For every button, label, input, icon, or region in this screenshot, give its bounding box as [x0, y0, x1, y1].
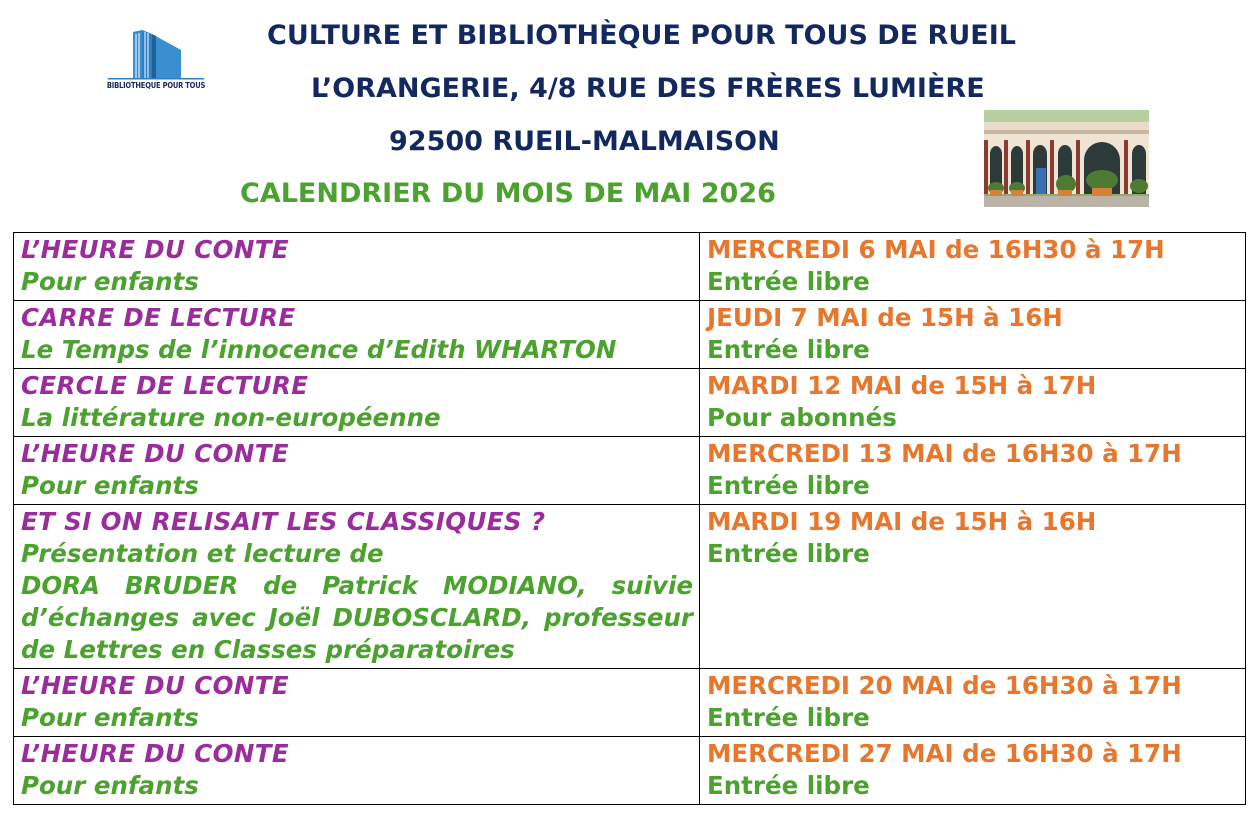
event-cell — [14, 369, 700, 437]
event-date: MERCREDI 6 MAI de 16H30 à 17H — [707, 235, 1165, 264]
building-logo-icon — [106, 28, 206, 82]
table-row — [14, 669, 1246, 737]
event-title: L’HEURE DU CONTE — [21, 439, 290, 468]
event-title: ET SI ON RELISAIT LES CLASSIQUES ? — [21, 507, 546, 536]
table-row — [14, 301, 1246, 369]
event-access: Entrée libre — [707, 539, 870, 568]
building-photo — [984, 110, 1149, 207]
event-title: CARRE DE LECTURE — [21, 303, 296, 332]
table-row — [14, 233, 1246, 301]
table-row — [14, 369, 1246, 437]
event-access: Pour abonnés — [707, 403, 897, 432]
table-row — [14, 737, 1246, 805]
event-date: MERCREDI 13 MAI de 16H30 à 17H — [707, 439, 1182, 468]
event-date: MERCREDI 20 MAI de 16H30 à 17H — [707, 671, 1182, 700]
postal-city: 92500 RUEIL-MALMAISON — [389, 126, 780, 157]
event-access: Entrée libre — [707, 471, 870, 500]
schedule-cell — [700, 737, 1246, 805]
event-cell — [14, 437, 700, 505]
calendar-title: CALENDRIER DU MOIS DE MAI 2026 — [240, 178, 776, 209]
event-detail: DORA BRUDER de Patrick MODIANO, suivie d’échanges avec Joël DUBOSCLARD, professeur de Lettres en Classes préparatoires — [21, 571, 693, 664]
event-subtitle: Le Temps de l’innocence d’Edith WHARTON — [21, 335, 617, 364]
event-subtitle: Présentation et lecture de — [21, 539, 384, 568]
event-access: Entrée libre — [707, 771, 870, 800]
event-cell — [14, 505, 700, 669]
event-date: MERCREDI 27 MAI de 16H30 à 17H — [707, 739, 1182, 768]
schedule-cell — [700, 437, 1246, 505]
event-access: Entrée libre — [707, 267, 870, 296]
event-title: CERCLE DE LECTURE — [21, 371, 309, 400]
schedule-cell — [700, 505, 1246, 669]
library-name: CULTURE ET BIBLIOTHÈQUE POUR TOUS DE RUEIL — [267, 20, 1016, 51]
event-access: Entrée libre — [707, 335, 870, 364]
event-date: JEUDI 7 MAI de 15H à 16H — [707, 303, 1063, 332]
event-subtitle: La littérature non-européenne — [21, 403, 441, 432]
event-title: L’HEURE DU CONTE — [21, 235, 290, 264]
event-title: L’HEURE DU CONTE — [21, 739, 290, 768]
event-date: MARDI 19 MAI de 15H à 16H — [707, 507, 1097, 536]
event-cell — [14, 233, 700, 301]
event-access: Entrée libre — [707, 703, 870, 732]
events-table — [13, 232, 1246, 805]
schedule-cell — [700, 301, 1246, 369]
event-cell — [14, 669, 700, 737]
schedule-cell — [700, 233, 1246, 301]
event-subtitle: Pour enfants — [21, 267, 199, 296]
table-row — [14, 505, 1246, 669]
table-row — [14, 437, 1246, 505]
event-subtitle: Pour enfants — [21, 703, 199, 732]
logo-text: BIBLIOTHEQUE POUR TOUS — [106, 81, 206, 90]
event-date: MARDI 12 MAI de 15H à 17H — [707, 371, 1097, 400]
address-line: L’ORANGERIE, 4/8 RUE DES FRÈRES LUMIÈRE — [311, 73, 985, 104]
library-logo — [106, 28, 206, 94]
event-cell — [14, 737, 700, 805]
event-subtitle: Pour enfants — [21, 771, 199, 800]
event-cell — [14, 301, 700, 369]
event-title: L’HEURE DU CONTE — [21, 671, 290, 700]
event-subtitle: Pour enfants — [21, 471, 199, 500]
schedule-cell — [700, 669, 1246, 737]
schedule-cell — [700, 369, 1246, 437]
